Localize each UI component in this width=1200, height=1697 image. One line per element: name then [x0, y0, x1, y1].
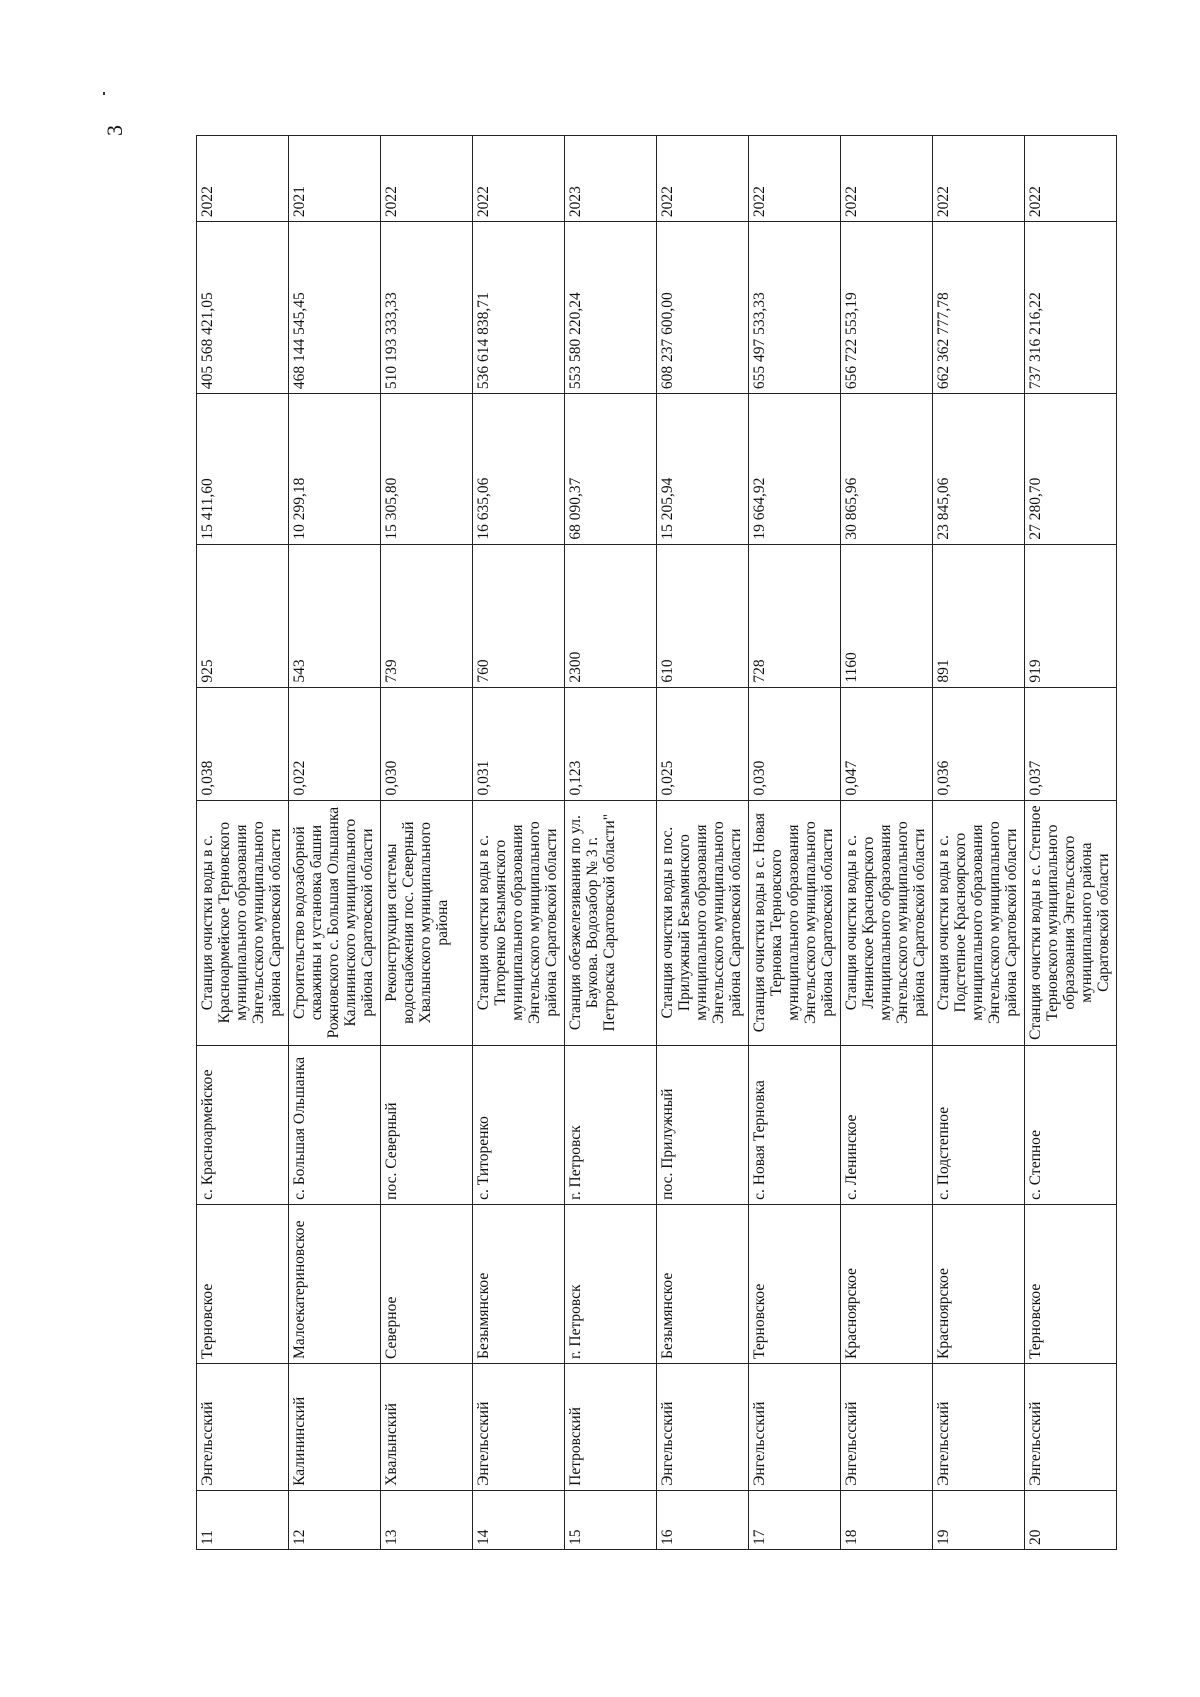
population-cell: 925 [197, 544, 289, 687]
year-cell: 2022 [749, 136, 841, 222]
municipality-cell: Безымянское [657, 1204, 749, 1363]
capacity-cell: 0,022 [289, 687, 381, 800]
district-cell: Энгельсский [933, 1363, 1025, 1490]
row-number-cell: 19 [933, 1490, 1025, 1549]
district-cell: Энгельсский [657, 1363, 749, 1490]
year-cell: 2022 [381, 136, 473, 222]
year-cell: 2022 [1025, 136, 1117, 222]
row-number-cell: 14 [473, 1490, 565, 1549]
population-cell: 728 [749, 544, 841, 687]
municipality-cell: Красноярское [841, 1204, 933, 1363]
table-row [749, 136, 841, 1550]
year-cell: 2022 [657, 136, 749, 222]
object-cell: Станция очистки воды в с. Новая Терновка Терновского муниципального образования Энгельсского муниципального района Саратовской области [749, 800, 841, 1045]
table-row [473, 136, 565, 1550]
year-cell: 2023 [565, 136, 657, 222]
object-cell: Станция очистки воды в пос. Прилужный Безымянского муниципального образования Энгельсского муниципального района Саратовской области [657, 800, 749, 1045]
page-number: 3 [102, 125, 127, 136]
population-cell: 760 [473, 544, 565, 687]
total-cost-cell: 405 568 421,05 [197, 222, 289, 394]
cost-per-person-cell: 10 299,18 [289, 394, 381, 545]
scan-speck [103, 92, 105, 95]
cost-per-person-cell: 30 865,96 [841, 394, 933, 545]
capacity-cell: 0,047 [841, 687, 933, 800]
population-cell: 610 [657, 544, 749, 687]
capacity-cell: 0,030 [381, 687, 473, 800]
settlement-cell: пос. Прилужный [657, 1045, 749, 1204]
table-row [841, 136, 933, 1550]
settlement-cell: г. Петровск [565, 1045, 657, 1204]
total-cost-cell: 608 237 600,00 [657, 222, 749, 394]
settlement-cell: пос. Северный [381, 1045, 473, 1204]
year-cell: 2021 [289, 136, 381, 222]
municipality-cell: Терновское [749, 1204, 841, 1363]
capacity-cell: 0,036 [933, 687, 1025, 800]
settlement-cell: с. Титоренко [473, 1045, 565, 1204]
row-number-cell: 17 [749, 1490, 841, 1549]
district-cell: Хвалынский [381, 1363, 473, 1490]
row-number-cell: 13 [381, 1490, 473, 1549]
population-cell: 543 [289, 544, 381, 687]
row-number-cell: 11 [197, 1490, 289, 1549]
water-objects-table [196, 135, 1117, 1550]
population-cell: 891 [933, 544, 1025, 687]
municipality-cell: Безымянское [473, 1204, 565, 1363]
table-row [197, 136, 289, 1550]
population-cell: 2300 [565, 544, 657, 687]
capacity-cell: 0,038 [197, 687, 289, 800]
cost-per-person-cell: 15 411,60 [197, 394, 289, 545]
settlement-cell: с. Большая Ольшанка [289, 1045, 381, 1204]
object-cell: Реконструкция системы водоснабжения пос. Северный Хвалынского муниципального района [381, 800, 473, 1045]
district-cell: Энгельсский [473, 1363, 565, 1490]
district-cell: Калининский [289, 1363, 381, 1490]
municipality-cell: Красноярское [933, 1204, 1025, 1363]
municipality-cell: Малоекатериновское [289, 1204, 381, 1363]
district-cell: Энгельсский [197, 1363, 289, 1490]
district-cell: Петровский [565, 1363, 657, 1490]
capacity-cell: 0,123 [565, 687, 657, 800]
object-cell: Станция очистки воды в с. Ленинское Красноярского муниципального образования Энгельсского муниципального района Саратовской области [841, 800, 933, 1045]
total-cost-cell: 655 497 533,33 [749, 222, 841, 394]
total-cost-cell: 468 144 545,45 [289, 222, 381, 394]
population-cell: 919 [1025, 544, 1117, 687]
district-cell: Энгельсский [749, 1363, 841, 1490]
capacity-cell: 0,030 [749, 687, 841, 800]
year-cell: 2022 [473, 136, 565, 222]
population-cell: 739 [381, 544, 473, 687]
total-cost-cell: 510 193 333,33 [381, 222, 473, 394]
table-body [197, 136, 1117, 1550]
population-cell: 1160 [841, 544, 933, 687]
object-cell: Станция очистки воды в с. Степное Терновского муниципального образования Энгельсского муниципального района Саратовской области [1025, 800, 1117, 1045]
row-number-cell: 18 [841, 1490, 933, 1549]
total-cost-cell: 737 316 216,22 [1025, 222, 1117, 394]
municipality-cell: г. Петровск [565, 1204, 657, 1363]
row-number-cell: 12 [289, 1490, 381, 1549]
municipality-cell: Северное [381, 1204, 473, 1363]
total-cost-cell: 662 362 777,78 [933, 222, 1025, 394]
table-row [289, 136, 381, 1550]
row-number-cell: 20 [1025, 1490, 1117, 1549]
table-row [657, 136, 749, 1550]
total-cost-cell: 553 580 220,24 [565, 222, 657, 394]
cost-per-person-cell: 15 205,94 [657, 394, 749, 545]
settlement-cell: с. Ленинское [841, 1045, 933, 1204]
total-cost-cell: 656 722 553,19 [841, 222, 933, 394]
cost-per-person-cell: 27 280,70 [1025, 394, 1117, 545]
cost-per-person-cell: 23 845,06 [933, 394, 1025, 545]
object-cell: Строительство водозаборной скважины и установка башни Рожновского с. Большая Ольшанка Калининского муниципального района Саратовской области [289, 800, 381, 1045]
object-cell: Станция обезжелезивания по ул. Баукова. Водозабор № 3 г. Петровска Саратовской области" [565, 800, 657, 1045]
capacity-cell: 0,025 [657, 687, 749, 800]
year-cell: 2022 [197, 136, 289, 222]
capacity-cell: 0,031 [473, 687, 565, 800]
municipality-cell: Терновское [197, 1204, 289, 1363]
district-cell: Энгельсский [841, 1363, 933, 1490]
object-cell: Станция очистки воды в с. Титоренко Безымянского муниципального образования Энгельсского муниципального района Саратовской области [473, 800, 565, 1045]
settlement-cell: с. Степное [1025, 1045, 1117, 1204]
cost-per-person-cell: 15 305,80 [381, 394, 473, 545]
district-cell: Энгельсский [1025, 1363, 1117, 1490]
object-cell: Станция очистки воды в с. Красноармейское Терновского муниципального образования Энгельсского муниципального района Саратовской области [197, 800, 289, 1045]
table-row [1025, 136, 1117, 1550]
cost-per-person-cell: 68 090,37 [565, 394, 657, 545]
cost-per-person-cell: 19 664,92 [749, 394, 841, 545]
row-number-cell: 16 [657, 1490, 749, 1549]
table-row [565, 136, 657, 1550]
object-cell: Станция очистки воды в с. Подстепное Красноярского муниципального образования Энгельсского муниципального района Саратовской области [933, 800, 1025, 1045]
year-cell: 2022 [841, 136, 933, 222]
year-cell: 2022 [933, 136, 1025, 222]
settlement-cell: с. Подстепное [933, 1045, 1025, 1204]
total-cost-cell: 536 614 838,71 [473, 222, 565, 394]
settlement-cell: с. Новая Терновка [749, 1045, 841, 1204]
settlement-cell: с. Красноармейское [197, 1045, 289, 1204]
row-number-cell: 15 [565, 1490, 657, 1549]
table-row [381, 136, 473, 1550]
table-row [933, 136, 1025, 1550]
cost-per-person-cell: 16 635,06 [473, 394, 565, 545]
rotated-table-wrapper [196, 135, 1117, 1550]
capacity-cell: 0,037 [1025, 687, 1117, 800]
municipality-cell: Терновское [1025, 1204, 1117, 1363]
